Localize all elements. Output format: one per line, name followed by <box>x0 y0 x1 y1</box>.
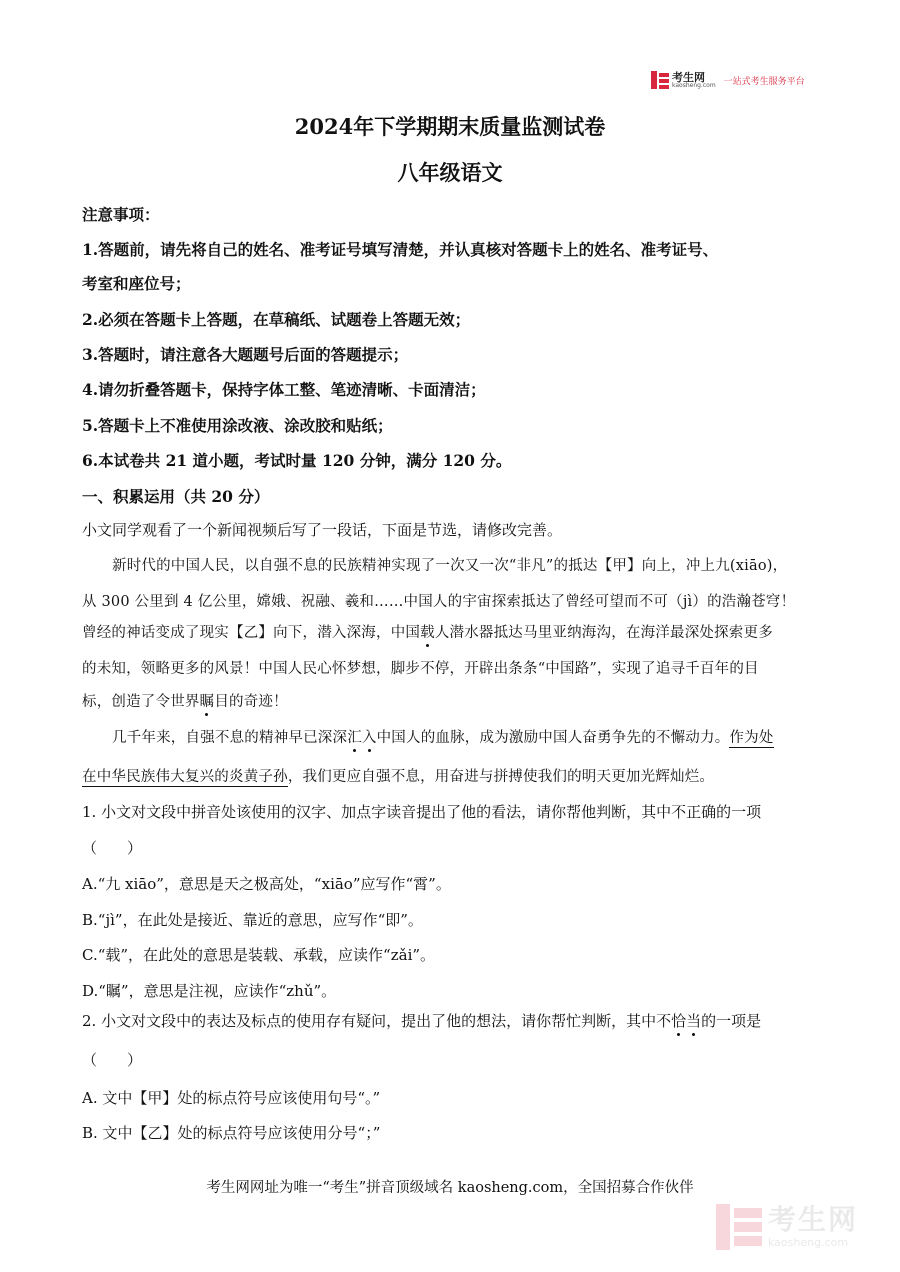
question-2-stem: 2. 小文对文段中的表达及标点的使用存有疑问，提出了他的想法，请你帮忙判断，其中不恰当的一项是 <box>82 1012 762 1030</box>
kaosheng-watermark-icon <box>716 1204 762 1250</box>
notes-item: 4.请勿折叠答题卡，保持字体工整、笔迹清晰、卡面清洁； <box>82 380 486 399</box>
notes-item: 2.必须在答题卡上答题，在草稿纸、试题卷上答题无效； <box>82 310 471 329</box>
underlined-text: 在中华民族伟大复兴的炎黄子孙 <box>82 769 288 785</box>
page-footer: 考生网网址为唯一“考生”拼音顶级域名 kaosheng.com，全国招募合作伙伴 <box>206 1180 694 1196</box>
question-1-option-d: D.“瞩”，意思是注视，应读作“zhǔ”。 <box>82 982 337 1000</box>
dotted-char: 瞩 <box>199 694 215 710</box>
passage-line: 新时代的中国人民，以自强不息的民族精神实现了一次又一次“非凡”的抵达【甲】向上，冲上九(xiāo)， <box>112 558 788 574</box>
logo-domain: kaosheng.com <box>672 81 716 89</box>
dotted-char: 恰 <box>671 1012 687 1030</box>
notes-item: 6.本试卷共 21 道小题，考试时量 120 分钟，满分 120 分。 <box>82 451 512 470</box>
section-intro: 小文同学观看了一个新闻视频后写了一段话，下面是节选，请修改完善。 <box>82 521 563 539</box>
exam-title: 2024年下学期期末质量监测试卷 <box>294 114 606 139</box>
question-1-option-c: C.“载”，在此处的意思是装载、承载，应读作“zǎi”。 <box>82 946 436 964</box>
underlined-text: 作为处 <box>729 730 774 746</box>
dotted-char: 当 <box>686 1012 702 1030</box>
question-1-blank: （ ） <box>82 839 143 857</box>
watermark-domain: kaosheng.com <box>768 1236 849 1249</box>
notes-item: 考室和座位号； <box>82 274 191 293</box>
notes-item: 1.答题前，请先将自己的姓名、准考证号填写清楚，并认真核对答题卡上的姓名、准考证号、 <box>82 240 719 259</box>
kaosheng-watermark <box>716 1204 858 1250</box>
question-2-blank: （ ） <box>82 1051 143 1069</box>
logo-slogan: 一站式考生服务平台 <box>723 76 805 87</box>
dotted-char: 载 <box>420 625 435 641</box>
notes-item: 5.答题卡上不准使用涂改液、涂改胶和贴纸； <box>82 416 393 435</box>
watermark-name: 考生网 <box>768 1203 859 1236</box>
logo-name: 考生网 <box>672 70 705 84</box>
kaosheng-logo[interactable] <box>651 71 805 89</box>
section-heading: 一、积累运用（共 20 分） <box>82 487 270 506</box>
notes-item: 3.答题时，请注意各大题题号后面的答题提示； <box>82 345 409 364</box>
passage-line: 几千年来，自强不息的精神早已深深汇入中国人的血脉，成为激励中国人奋勇争先的不懈动力。作为处 <box>112 730 774 746</box>
dotted-char: 汇 <box>347 730 362 746</box>
question-1-option-a: A.“九 xiāo”，意思是天之极高处，“xiāo”应写作“霄”。 <box>82 875 451 893</box>
notes-heading: 注意事项： <box>82 205 160 224</box>
passage-line: 从 300 公里到 4 亿公里，嫦娥、祝融、羲和……中国人的宇宙探索抵达了曾经可望而不可（jì）的浩瀚苍穹！ <box>82 594 796 610</box>
question-1-stem: 1. 小文对文段中拼音处该使用的汉字、加点字读音提出了他的看法，请你帮他判断，其中不正确的一项 <box>82 803 762 821</box>
passage-line: 在中华民族伟大复兴的炎黄子孙，我们更应自强不息，用奋进与拼搏使我们的明天更加光辉灿烂。 <box>82 769 715 785</box>
question-2-option-b: B. 文中【乙】处的标点符号应该使用分号“；” <box>82 1124 381 1142</box>
passage-line: 标，创造了令世界瞩目的奇迹！ <box>82 694 288 710</box>
passage-line: 的未知，领略更多的风景！中国人民心怀梦想，脚步不停，开辟出条条“中国路”，实现了追寻千百年的目 <box>82 661 759 677</box>
exam-subtitle: 八年级语文 <box>397 160 503 185</box>
question-1-option-b: B.“jì”，在此处是接近、靠近的意思，应写作“即”。 <box>82 911 423 929</box>
question-2-option-a: A. 文中【甲】处的标点符号应该使用句号“。” <box>82 1089 381 1107</box>
kaosheng-logo-icon <box>651 71 669 89</box>
dotted-char: 入 <box>361 730 377 746</box>
passage-line: 曾经的神话变成了现实【乙】向下，潜入深海，中国载人潜水器抵达马里亚纳海沟，在海洋最深处探索更多 <box>82 625 773 641</box>
